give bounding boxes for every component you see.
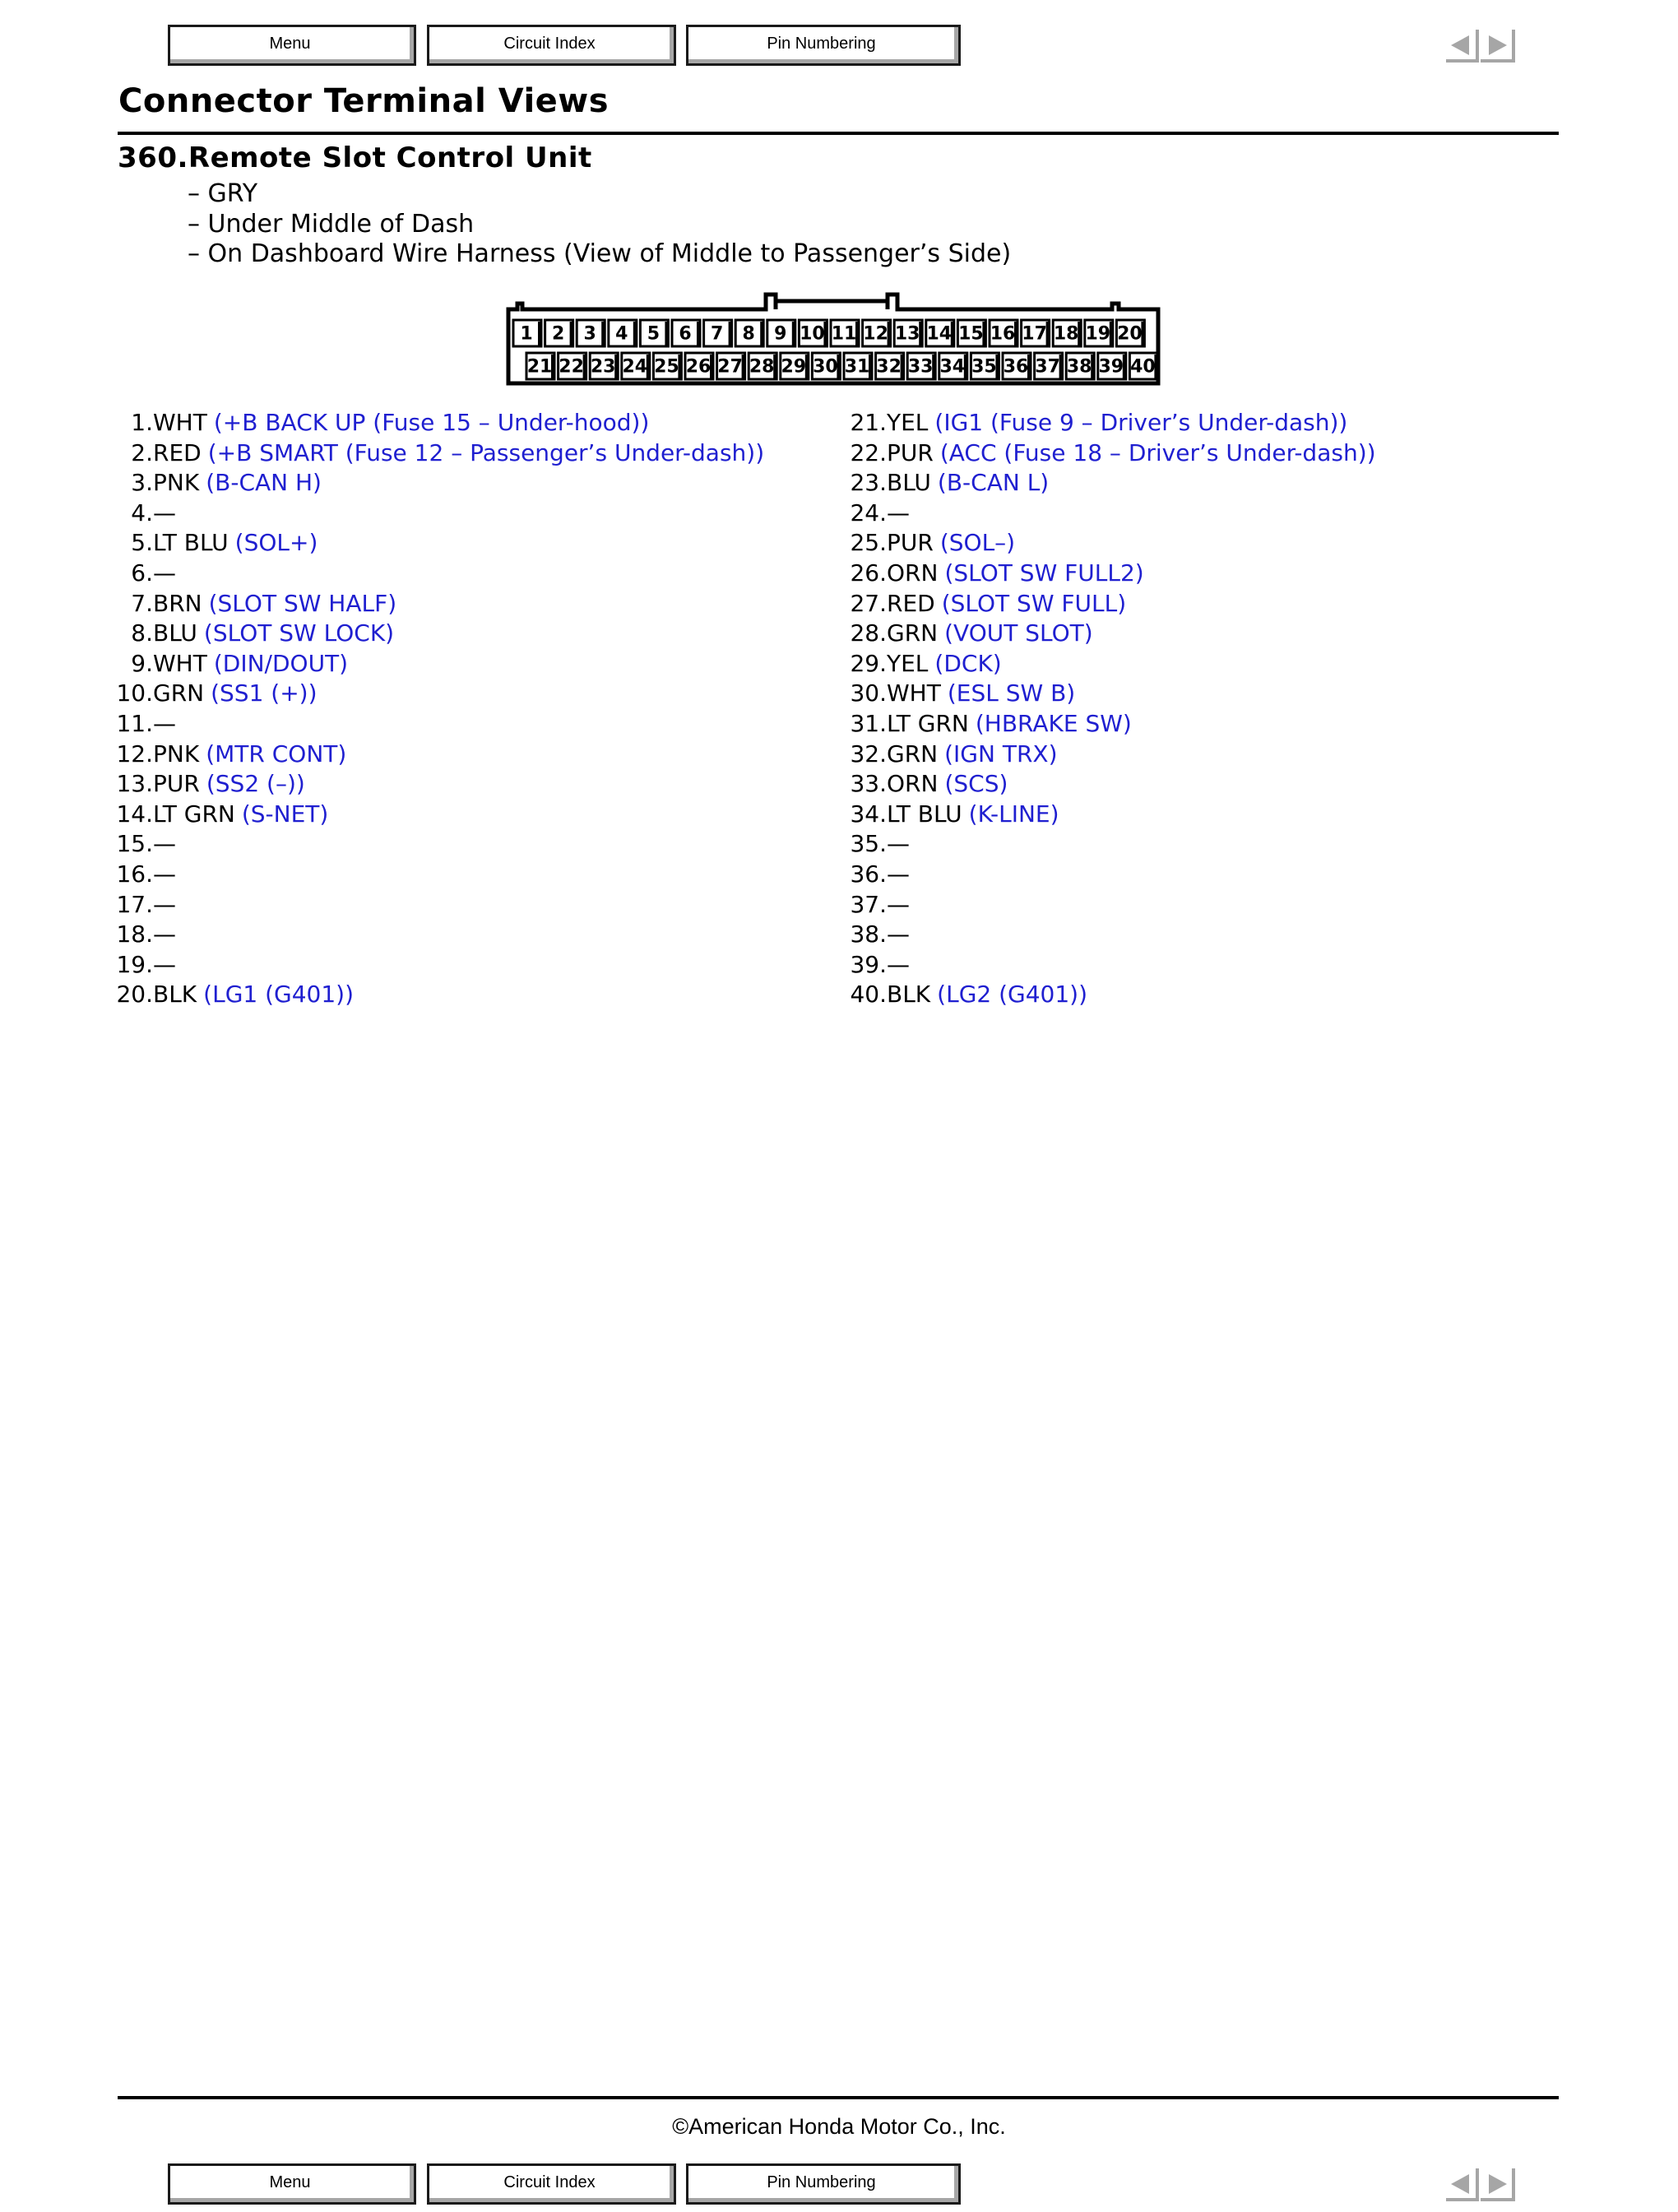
pin-function: (S-NET)	[241, 800, 329, 828]
wire-color: —	[153, 860, 176, 888]
connector-color: – GRY	[188, 179, 258, 208]
pin-function: (SLOT SW FULL)	[941, 589, 1127, 617]
pin-detail	[887, 528, 1015, 559]
pin-detail	[887, 619, 1093, 649]
pin-number: 14.	[116, 800, 153, 828]
pin-cavity-shade	[760, 322, 763, 346]
connector-pin-cell	[717, 353, 745, 379]
connector-pin-cell	[1022, 320, 1050, 346]
pin-detail	[153, 740, 346, 770]
wire-color: —	[153, 709, 176, 737]
connector-pin-number: 37	[1035, 356, 1060, 378]
pin-function: (B-CAN H)	[206, 469, 322, 497]
page-title: Connector Terminal Views	[118, 82, 610, 120]
connector-pin-number: 34	[939, 356, 966, 378]
connector-pin-number: 14	[926, 323, 953, 345]
pin-detail	[887, 499, 910, 529]
connector-pin-number: 8	[742, 323, 755, 345]
connector-pin-cell	[704, 320, 732, 346]
pin-number: 6.	[131, 559, 153, 587]
page-navigation	[1444, 2167, 1515, 2201]
wire-color: —	[887, 499, 910, 526]
next-page-icon[interactable]	[1481, 2167, 1515, 2201]
wire-color: —	[887, 950, 910, 978]
pin-detail	[887, 408, 1347, 438]
pin-function: (IG1 (Fuse 9 – Driver’s Under-dash))	[934, 409, 1348, 436]
pin-cavity-shade	[570, 322, 573, 346]
connector-pin-cell	[971, 353, 999, 379]
wire-color: YEL	[887, 409, 929, 436]
wire-color: GRN	[887, 619, 939, 647]
pin-numbering-button-label: Pin Numbering	[767, 2173, 876, 2191]
pin-number: 40.	[850, 981, 887, 1009]
pin-cavity-shade	[601, 322, 605, 346]
pin-detail	[887, 559, 1144, 589]
connector-pin-number: 3	[583, 323, 596, 345]
pin-detail	[887, 829, 910, 860]
pin-detail	[153, 559, 176, 589]
connector-pin-cell	[1116, 320, 1144, 346]
connector-pin-number: 27	[717, 356, 743, 378]
connector-pin-number: 16	[990, 323, 1016, 345]
pin-number: 33.	[850, 770, 887, 798]
connector-pin-cell	[749, 353, 776, 379]
connector-pin-number: 29	[781, 356, 807, 378]
pin-number: 20.	[116, 981, 153, 1009]
menu-button-label: Menu	[269, 34, 311, 53]
pin-function: (SS1 (+))	[211, 679, 318, 707]
connector-harness: – On Dashboard Wire Harness (View of Middle to Passenger’s Side)	[188, 239, 1012, 268]
pin-number: 3.	[131, 469, 153, 497]
pin-function: (ESL SW B)	[947, 679, 1076, 707]
wire-color: LT GRN	[153, 800, 235, 828]
connector-pin-cell	[876, 353, 904, 379]
connector-pin-number: 2	[551, 323, 565, 345]
pin-function: (SOL+)	[234, 529, 318, 557]
pin-detail	[887, 800, 1059, 830]
connector-pin-number: 26	[685, 356, 712, 378]
wire-color: —	[153, 559, 176, 587]
connector-pin-cell	[957, 320, 985, 346]
connector-pin-cell	[640, 320, 668, 346]
wire-color: BRN	[153, 589, 202, 617]
connector-pin-number: 11	[831, 323, 857, 345]
pin-number: 31.	[850, 709, 887, 737]
connector-pin-cell	[990, 320, 1017, 346]
wire-color: PUR	[887, 529, 934, 557]
pin-detail	[153, 408, 649, 438]
connector-pin-number: 7	[710, 323, 724, 345]
connector-pin-cell	[1003, 353, 1031, 379]
pin-number: 10.	[116, 679, 153, 707]
circuit-index-button-label: Circuit Index	[503, 2173, 596, 2191]
connector-pin-cell	[1053, 320, 1081, 346]
connector-pin-cell	[609, 320, 637, 346]
circuit-index-button-label: Circuit Index	[503, 34, 596, 53]
pin-number: 32.	[850, 740, 887, 767]
pin-number: 16.	[116, 860, 153, 888]
connector-face-diagram	[494, 290, 1176, 396]
pin-detail	[153, 800, 328, 830]
pin-number: 37.	[850, 890, 887, 918]
circuit-index-button[interactable]	[427, 2163, 676, 2205]
wire-color: BLU	[153, 619, 197, 647]
connector-pin-number: 18	[1053, 323, 1079, 345]
connector-pin-number: 1	[520, 323, 533, 345]
connector-pin-number: 4	[615, 323, 628, 345]
pin-detail	[887, 740, 1058, 770]
connector-pin-number: 13	[894, 323, 920, 345]
pin-cavity-shade	[665, 322, 668, 346]
pin-detail	[887, 589, 1126, 619]
pin-number: 17.	[116, 890, 153, 918]
wire-color: BLK	[887, 981, 931, 1009]
pin-number: 23.	[850, 469, 887, 497]
next-page-icon[interactable]	[1481, 28, 1515, 63]
wire-color: YEL	[887, 649, 929, 677]
connector-pin-number: 10	[800, 323, 825, 345]
pin-detail	[153, 769, 305, 800]
connector-pin-number: 5	[647, 323, 661, 345]
connector-pin-number: 35	[971, 356, 997, 378]
pin-function: (+B SMART (Fuse 12 – Passenger’s Under-dash))	[207, 438, 765, 466]
footer-divider	[118, 2096, 1559, 2099]
connector-pin-number: 22	[559, 356, 584, 378]
pin-detail	[887, 980, 1087, 1010]
wire-color: RED	[153, 438, 202, 466]
wire-color: —	[887, 890, 910, 918]
connector-pin-cell	[559, 353, 586, 379]
pin-function: (HBRAKE SW)	[975, 709, 1132, 737]
wire-color: —	[153, 921, 176, 948]
previous-page-icon[interactable]	[1444, 28, 1479, 63]
pin-number: 2.	[131, 438, 153, 466]
connector-pin-cell	[513, 320, 541, 346]
pin-number: 21.	[850, 409, 887, 436]
pin-function: (SLOT SW FULL2)	[944, 559, 1144, 587]
connector-pin-number: 32	[876, 356, 902, 378]
pin-detail	[153, 829, 176, 860]
pin-numbering-button-label: Pin Numbering	[767, 34, 876, 53]
wire-color: PUR	[153, 770, 200, 798]
connector-pin-cell	[907, 353, 935, 379]
connector-pin-cell	[863, 320, 891, 346]
pin-number: 12.	[116, 740, 153, 767]
connector-pin-cell	[844, 353, 872, 379]
connector-pin-cell	[735, 320, 763, 346]
pin-function: (VOUT SLOT)	[944, 619, 1093, 647]
pin-function: (IGN TRX)	[944, 740, 1058, 767]
pin-function: (SCS)	[944, 770, 1008, 798]
connector-pin-number: 25	[654, 356, 679, 378]
connector-pin-cell	[653, 353, 681, 379]
pin-cavity-shade	[538, 322, 541, 346]
pin-detail	[153, 920, 176, 950]
wire-color: PUR	[887, 438, 934, 466]
connector-pin-number: 15	[958, 323, 984, 345]
connector-pin-number: 24	[622, 356, 648, 378]
pin-function: (LG2 (G401))	[937, 981, 1088, 1009]
pin-detail	[153, 890, 176, 921]
connector-pin-cell	[894, 320, 922, 346]
wire-color: ORN	[887, 770, 939, 798]
connector-pin-number: 30	[813, 356, 838, 378]
connector-pin-cell	[926, 320, 954, 346]
connector-pin-number: 21	[526, 356, 553, 378]
pin-detail	[887, 890, 910, 921]
connector-pin-cell	[799, 320, 827, 346]
pin-function: (DCK)	[934, 649, 1002, 677]
pin-detail	[887, 950, 910, 981]
pin-number: 24.	[850, 499, 887, 526]
bottom-navigation	[0, 2163, 1678, 2210]
pin-function: (SLOT SW HALF)	[208, 589, 397, 617]
wire-color: BLK	[153, 981, 197, 1009]
pin-number: 34.	[850, 800, 887, 828]
pin-number: 5.	[131, 529, 153, 557]
pin-detail	[153, 468, 322, 499]
wire-color: LT GRN	[887, 709, 969, 737]
pin-detail	[887, 679, 1075, 709]
wire-color: GRN	[887, 740, 939, 767]
pin-function: (DIN/DOUT)	[213, 649, 349, 677]
wire-color: —	[153, 950, 176, 978]
connector-pin-number: 20	[1117, 323, 1143, 345]
connector-pin-cell	[781, 353, 809, 379]
wire-color: —	[887, 860, 910, 888]
pin-number: 15.	[116, 830, 153, 858]
connector-pin-number: 40	[1130, 356, 1156, 378]
pin-function: (LG1 (G401))	[203, 981, 355, 1009]
pin-function: (SOL–)	[939, 529, 1016, 557]
connector-pin-number: 33	[907, 356, 934, 378]
pin-number: 26.	[850, 559, 887, 587]
circuit-index-button[interactable]	[427, 25, 676, 66]
connector-attributes	[188, 179, 1011, 270]
pin-number: 1.	[131, 409, 153, 436]
pin-number: 25.	[850, 529, 887, 557]
pin-detail	[153, 649, 348, 679]
wire-color: LT BLU	[153, 529, 229, 557]
connector-pin-cell	[545, 320, 573, 346]
pin-number: 30.	[850, 679, 887, 707]
connector-pin-number: 31	[844, 356, 870, 378]
pin-detail	[887, 769, 1008, 800]
pin-cavity-shade	[729, 322, 732, 346]
previous-page-icon[interactable]	[1444, 2167, 1479, 2201]
pin-detail	[887, 860, 910, 890]
pin-detail	[153, 980, 354, 1010]
connector-pin-number: 36	[1003, 356, 1029, 378]
menu-button[interactable]	[168, 25, 416, 66]
wire-color: BLU	[887, 469, 931, 497]
wire-color: GRN	[153, 679, 205, 707]
pin-detail	[887, 920, 910, 950]
connector-pin-number: 6	[679, 323, 692, 345]
wire-color: PNK	[153, 740, 200, 767]
pin-number: 27.	[850, 589, 887, 617]
pin-number: 28.	[850, 619, 887, 647]
pin-detail	[153, 438, 764, 469]
pin-numbering-button[interactable]	[686, 25, 961, 66]
pin-detail	[887, 649, 1002, 679]
pin-number: 11.	[116, 709, 153, 737]
menu-button-label: Menu	[269, 2173, 311, 2191]
wire-color: PNK	[153, 469, 200, 497]
pin-number: 29.	[850, 649, 887, 677]
pin-number: 36.	[850, 860, 887, 888]
pin-detail	[887, 709, 1132, 740]
wire-color: ORN	[887, 559, 939, 587]
pin-cavity-shade	[633, 322, 637, 346]
connector-pin-number: 19	[1085, 323, 1111, 345]
pin-function: (SLOT SW LOCK)	[203, 619, 395, 647]
connector-pin-cell	[672, 320, 700, 346]
connector-pin-cell	[622, 353, 650, 379]
top-navigation	[0, 25, 1678, 71]
pin-cavity-shade	[697, 322, 700, 346]
pin-function: (B-CAN L)	[937, 469, 1050, 497]
pin-function: (+B BACK UP (Fuse 15 – Under-hood))	[213, 409, 650, 436]
wire-color: —	[153, 830, 176, 858]
pin-function: (ACC (Fuse 18 – Driver’s Under-dash))	[939, 438, 1376, 466]
wire-color: —	[153, 499, 176, 526]
connector-pin-cell	[1129, 353, 1157, 379]
pin-detail	[153, 950, 176, 981]
connector-pin-cell	[577, 320, 605, 346]
connector-pin-cell	[590, 353, 618, 379]
title-divider	[118, 132, 1559, 135]
menu-button[interactable]	[168, 2163, 416, 2205]
pin-number: 18.	[116, 921, 153, 948]
wire-color: WHT	[153, 649, 207, 677]
connector-pin-number: 23	[590, 356, 616, 378]
wire-color: —	[153, 890, 176, 918]
pin-number: 8.	[131, 619, 153, 647]
connector-location: – Under Middle of Dash	[188, 209, 475, 239]
connector-pin-number: 12	[863, 323, 888, 345]
wire-color: —	[887, 921, 910, 948]
connector-pin-cell	[831, 320, 859, 346]
connector-pin-cell	[1085, 320, 1113, 346]
pin-function: (K-LINE)	[968, 800, 1059, 828]
pin-number: 4.	[131, 499, 153, 526]
pin-detail	[887, 438, 1376, 469]
connector-pin-number: 38	[1066, 356, 1092, 378]
wire-color: RED	[887, 589, 935, 617]
pin-detail	[153, 619, 394, 649]
pin-number: 38.	[850, 921, 887, 948]
connector-pin-cell	[767, 320, 795, 346]
wire-color: WHT	[153, 409, 207, 436]
connector-pin-cell	[685, 353, 713, 379]
pin-function: (MTR CONT)	[206, 740, 347, 767]
connector-pin-cell	[526, 353, 554, 379]
connector-pin-cell	[1098, 353, 1126, 379]
pin-detail	[153, 709, 176, 740]
connector-pin-number: 9	[774, 323, 787, 345]
pin-detail	[153, 528, 318, 559]
copyright: ©American Honda Motor Co., Inc.	[672, 2114, 1006, 2139]
pin-detail	[153, 589, 396, 619]
pin-detail	[887, 468, 1049, 499]
connector-pin-number: 17	[1022, 323, 1047, 345]
pin-cavity-shade	[792, 322, 795, 346]
connector-pin-number: 39	[1098, 356, 1124, 378]
connector-pin-cell	[812, 353, 840, 379]
connector-pin-cell	[1066, 353, 1094, 379]
pin-numbering-button[interactable]	[686, 2163, 961, 2205]
connector-pin-number: 28	[749, 356, 775, 378]
connector-pin-cell	[1035, 353, 1063, 379]
pin-detail	[153, 679, 318, 709]
pin-number: 13.	[116, 770, 153, 798]
pin-number: 7.	[131, 589, 153, 617]
pin-detail	[153, 860, 176, 890]
pin-number: 39.	[850, 950, 887, 978]
pin-number: 22.	[850, 438, 887, 466]
pin-number: 35.	[850, 830, 887, 858]
pin-number: 19.	[116, 950, 153, 978]
pin-function: (SS2 (–))	[206, 770, 305, 798]
connector-pin-cell	[939, 353, 967, 379]
page-navigation	[1444, 28, 1515, 63]
pin-detail	[153, 499, 176, 529]
wire-color: LT BLU	[887, 800, 962, 828]
connector-heading: 360.Remote Slot Control Unit	[118, 141, 592, 174]
pin-number: 9.	[131, 649, 153, 677]
wire-color: —	[887, 830, 910, 858]
wire-color: WHT	[887, 679, 941, 707]
